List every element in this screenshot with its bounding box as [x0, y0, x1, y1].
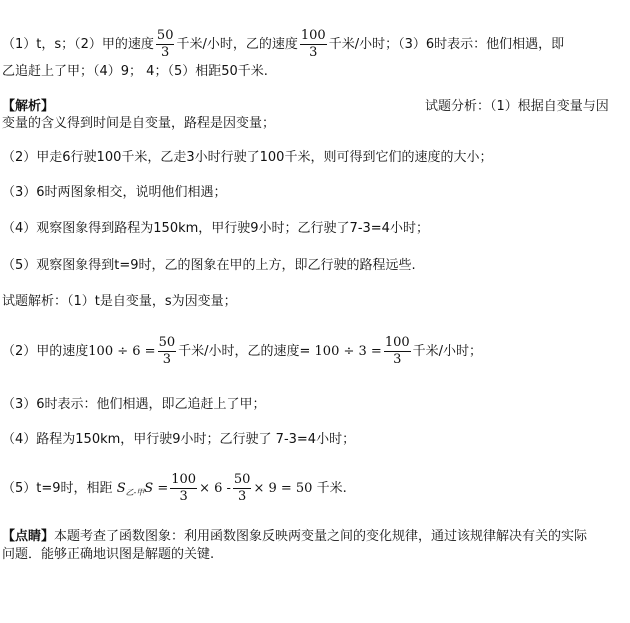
analysis-line-1: 变量的含义得到时间是自变量，路程是因变量； [2, 116, 276, 131]
fraction-50-3: $\frac{50}{3}$ [156, 28, 174, 60]
comment-heading: 【点睛】 [2, 529, 55, 544]
fraction-100-3: $\frac{100}{3}$ [384, 335, 410, 367]
fraction-100-3: $\frac{100}{3}$ [300, 28, 326, 60]
analysis-line-4: （4）观察图象得到路程为150km，甲行驶9小时；乙行驶了7-3=4小时； [2, 221, 429, 236]
analysis-right-text: 试题分析：（1）根据自变量与因 [425, 99, 609, 114]
answer-text-2: 千米/小时，乙的速度 [176, 37, 298, 52]
fraction-50-3: $\frac{50}{3}$ [158, 335, 176, 367]
comment-line-2: 问题．能够正确地识图是解题的关键. [2, 547, 215, 562]
solution-line-3: （3）6时表示：他们相遇，即乙追赶上了甲； [2, 397, 266, 412]
analysis-heading: 【解析】 [2, 99, 55, 114]
answer-text-1: （1）t，s；（2）甲的速度 [2, 37, 154, 52]
answer-text-3: 千米/小时；（3）6时表示：他们相遇，即 [328, 37, 565, 52]
comment-line-1: 【点睛】本题考查了函数图象：利用函数图象反映两变量之间的变化规律，通过该规律解决有关的实际 [2, 529, 588, 544]
analysis-line-2: （2）甲走6行驶100千米，乙走3小时行驶了100千米，则可得到它们的速度的大小； [2, 150, 493, 165]
analysis-line-3: （3）6时两图象相交，说明他们相遇； [2, 185, 227, 200]
analysis-line-5: （5）观察图象得到t=9时，乙的图象在甲的上方，即乙行驶的路程远些. [2, 258, 416, 273]
fraction-100-3: $\frac{100}{3}$ [171, 472, 197, 504]
answer-line-2: 乙追赶上了甲；（4）9； 4；（5）相距50千米. [2, 64, 268, 79]
solution-line-4: （4）路程为150km，甲行驶9小时；乙行驶了 7-3=4小时； [2, 432, 356, 447]
solution-line-2: （2）甲的速度100 ÷ 6 = $\frac{50}{3}$ 千米/小时，乙的速度= 100 ÷ 3 = $\frac{100}{3}$ 千米/小时； [2, 335, 483, 367]
solution-line-5: （5）t=9时，相距 $S_{乙-甲}S$ = $\frac{100}{3}$ × 6 - $\frac{50}{3}$ × 9 = 50 千米. [2, 472, 347, 504]
solution-intro: 试题解析：（1）t是自变量，s为因变量； [2, 294, 237, 309]
answer-line-1 [2, 28, 564, 61]
fraction-50-3: $\frac{50}{3}$ [233, 472, 251, 504]
